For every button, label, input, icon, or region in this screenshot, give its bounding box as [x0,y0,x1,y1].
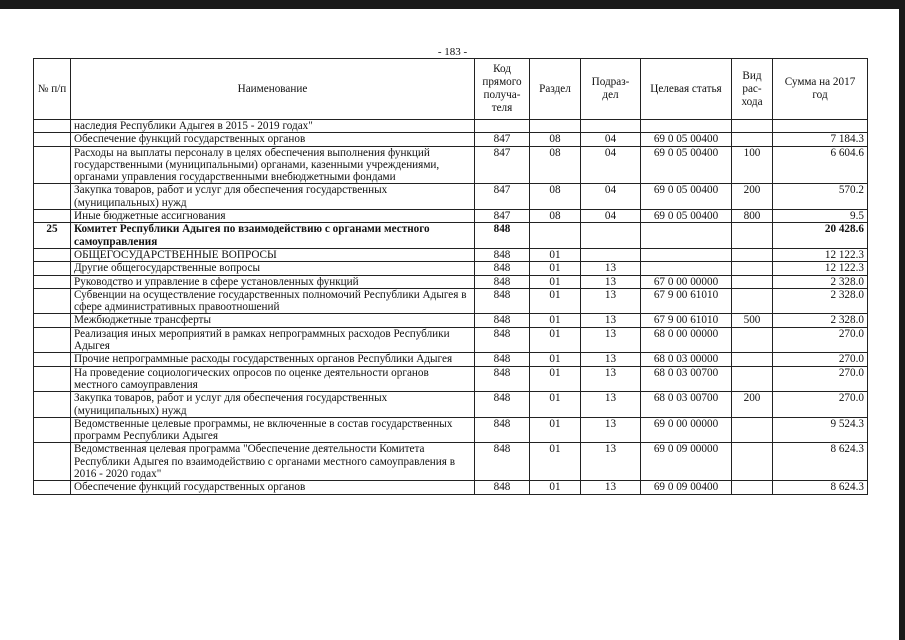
row-num [34,133,71,146]
row-num [34,481,71,494]
row-podrazdel: 13 [581,275,641,288]
row-name: Комитет Республики Адыгея по взаимодействию с органами местного самоуправления [71,223,475,249]
row-podrazdel [581,223,641,249]
row-vid: 100 [732,146,773,184]
row-name: Межбюджетные трансферты [71,314,475,327]
table-row [34,366,868,392]
row-num [34,314,71,327]
row-code: 847 [475,146,530,184]
row-sum: 270.0 [773,327,868,353]
row-cel-statya: 67 0 00 00000 [641,275,732,288]
row-num [34,275,71,288]
table-row [34,223,868,249]
row-num [34,248,71,261]
row-podrazdel [581,248,641,261]
row-vid [732,366,773,392]
row-num [34,120,71,133]
page-number: - 183 - [437,46,468,58]
row-cel-statya: 68 0 03 00700 [641,366,732,392]
row-sum: 8 624.3 [773,443,868,481]
row-razdel [530,120,581,133]
row-podrazdel: 04 [581,146,641,184]
table-row [34,133,868,146]
row-cel-statya: 67 9 00 61010 [641,314,732,327]
row-num [34,288,71,314]
row-vid [732,275,773,288]
row-razdel: 01 [530,392,581,418]
row-sum: 20 428.6 [773,223,868,249]
table-row [34,248,868,261]
row-razdel: 01 [530,366,581,392]
row-sum: 270.0 [773,366,868,392]
row-num [34,210,71,223]
row-num [34,417,71,443]
row-cel-statya [641,120,732,133]
row-sum: 570.2 [773,184,868,210]
row-cel-statya: 69 0 05 00400 [641,133,732,146]
row-sum: 9.5 [773,210,868,223]
row-podrazdel: 04 [581,184,641,210]
row-vid: 200 [732,392,773,418]
row-vid [732,223,773,249]
row-podrazdel: 13 [581,288,641,314]
row-num [34,262,71,275]
row-cel-statya: 69 0 09 00000 [641,443,732,481]
row-podrazdel: 13 [581,353,641,366]
row-podrazdel [581,120,641,133]
header-podrazdel: Подраз-дел [581,59,641,120]
row-name: ОБЩЕГОСУДАРСТВЕННЫЕ ВОПРОСЫ [71,248,475,261]
table-row [34,392,868,418]
row-razdel: 01 [530,275,581,288]
table-row [34,288,868,314]
row-name: Субвенции на осуществление государственных полномочий Республики Адыгея в сфере административных правоотношений [71,288,475,314]
row-num [34,366,71,392]
row-sum: 7 184.3 [773,133,868,146]
row-sum: 2 328.0 [773,314,868,327]
row-code: 848 [475,248,530,261]
table-row [34,120,868,133]
row-name: На проведение социологических опросов по оценке деятельности органов местного самоуправления [71,366,475,392]
row-name: Реализация иных мероприятий в рамках непрограммных расходов Республики Адыгея [71,327,475,353]
header-num: № п/п [34,59,71,120]
row-vid [732,353,773,366]
row-num [34,184,71,210]
row-num: 25 [34,223,71,249]
row-podrazdel: 13 [581,366,641,392]
row-cel-statya: 69 0 05 00400 [641,210,732,223]
table-row [34,353,868,366]
row-podrazdel: 13 [581,262,641,275]
row-code: 848 [475,223,530,249]
table-row [34,184,868,210]
row-name: Расходы на выплаты персоналу в целях обеспечения выполнения функций государственными (муниципальными) органами, казенными учреждениями, органами управления государственными внебюджетными фондами [71,146,475,184]
row-razdel: 08 [530,133,581,146]
row-sum: 270.0 [773,353,868,366]
row-vid: 200 [732,184,773,210]
row-podrazdel: 04 [581,133,641,146]
row-vid [732,248,773,261]
row-cel-statya: 67 9 00 61010 [641,288,732,314]
row-name: Иные бюджетные ассигнования [71,210,475,223]
row-code: 848 [475,353,530,366]
row-cel-statya: 69 0 05 00400 [641,184,732,210]
scan-top-border [0,0,905,9]
row-vid [732,262,773,275]
row-name: наследия Республики Адыгея в 2015 - 2019 годах" [71,120,475,133]
table-row [34,275,868,288]
header-name: Наименование [71,59,475,120]
row-vid: 800 [732,210,773,223]
row-razdel: 01 [530,353,581,366]
row-name: Руководство и управление в сфере установленных функций [71,275,475,288]
row-name: Обеспечение функций государственных органов [71,133,475,146]
row-podrazdel: 04 [581,210,641,223]
row-name: Прочие непрограммные расходы государственных органов Республики Адыгея [71,353,475,366]
row-cel-statya [641,262,732,275]
row-razdel: 01 [530,288,581,314]
row-vid [732,133,773,146]
row-code: 847 [475,210,530,223]
row-name: Другие общегосударственные вопросы [71,262,475,275]
row-name: Закупка товаров, работ и услуг для обеспечения государственных (муниципальных) нужд [71,392,475,418]
row-razdel: 01 [530,443,581,481]
row-vid [732,417,773,443]
row-cel-statya: 68 0 03 00700 [641,392,732,418]
row-code: 848 [475,417,530,443]
header-code: Код прямого получа-теля [475,59,530,120]
row-sum: 12 122.3 [773,248,868,261]
row-podrazdel: 13 [581,327,641,353]
row-code: 848 [475,288,530,314]
row-vid [732,481,773,494]
table-row [34,146,868,184]
table-row [34,417,868,443]
row-sum: 9 524.3 [773,417,868,443]
row-sum: 6 604.6 [773,146,868,184]
row-vid [732,443,773,481]
row-razdel: 01 [530,417,581,443]
row-razdel: 08 [530,184,581,210]
row-podrazdel: 13 [581,417,641,443]
row-razdel: 01 [530,314,581,327]
row-num [34,327,71,353]
header-summa: Сумма на 2017 год [773,59,868,120]
row-code: 848 [475,314,530,327]
table-row [34,210,868,223]
row-name: Обеспечение функций государственных органов [71,481,475,494]
row-code: 848 [475,392,530,418]
row-razdel: 08 [530,210,581,223]
table-row [34,327,868,353]
row-code: 848 [475,366,530,392]
row-sum: 270.0 [773,392,868,418]
row-num [34,392,71,418]
row-num [34,443,71,481]
row-code [475,120,530,133]
row-razdel [530,223,581,249]
row-sum [773,120,868,133]
row-cel-statya [641,248,732,261]
row-code: 847 [475,184,530,210]
row-razdel: 01 [530,262,581,275]
header-razdel: Раздел [530,59,581,120]
table-row [34,481,868,494]
row-sum: 2 328.0 [773,288,868,314]
row-sum: 8 624.3 [773,481,868,494]
row-vid [732,288,773,314]
table-row [34,314,868,327]
header-vid: Вид рас-хода [732,59,773,120]
row-cel-statya: 69 0 05 00400 [641,146,732,184]
row-num [34,146,71,184]
row-code: 847 [475,133,530,146]
row-podrazdel: 13 [581,481,641,494]
row-cel-statya: 69 0 09 00400 [641,481,732,494]
row-code: 848 [475,443,530,481]
row-podrazdel: 13 [581,314,641,327]
row-code: 848 [475,327,530,353]
row-cel-statya [641,223,732,249]
row-cel-statya: 69 0 00 00000 [641,417,732,443]
row-code: 848 [475,262,530,275]
row-num [34,353,71,366]
row-name: Закупка товаров, работ и услуг для обеспечения государственных (муниципальных) нужд [71,184,475,210]
table-row [34,262,868,275]
table-body [34,120,868,495]
row-vid [732,120,773,133]
row-razdel: 01 [530,481,581,494]
row-vid: 500 [732,314,773,327]
header-cel-statya: Целевая статья [641,59,732,120]
row-cel-statya: 68 0 00 00000 [641,327,732,353]
row-code: 848 [475,481,530,494]
row-name: Ведомственная целевая программа "Обеспечение деятельности Комитета Республики Адыгея по взаимодействию с органами местного самоуправления в 2016 - 2020 годах" [71,443,475,481]
row-podrazdel: 13 [581,443,641,481]
row-podrazdel: 13 [581,392,641,418]
scan-right-border [899,0,905,640]
row-cel-statya: 68 0 03 00000 [641,353,732,366]
row-razdel: 01 [530,327,581,353]
row-razdel: 08 [530,146,581,184]
row-code: 848 [475,275,530,288]
row-vid [732,327,773,353]
row-sum: 12 122.3 [773,262,868,275]
budget-table [33,58,868,495]
row-razdel: 01 [530,248,581,261]
table-row [34,443,868,481]
header-row [34,59,868,120]
row-name: Ведомственные целевые программы, не включенные в состав государственных программ Республики Адыгея [71,417,475,443]
row-sum: 2 328.0 [773,275,868,288]
